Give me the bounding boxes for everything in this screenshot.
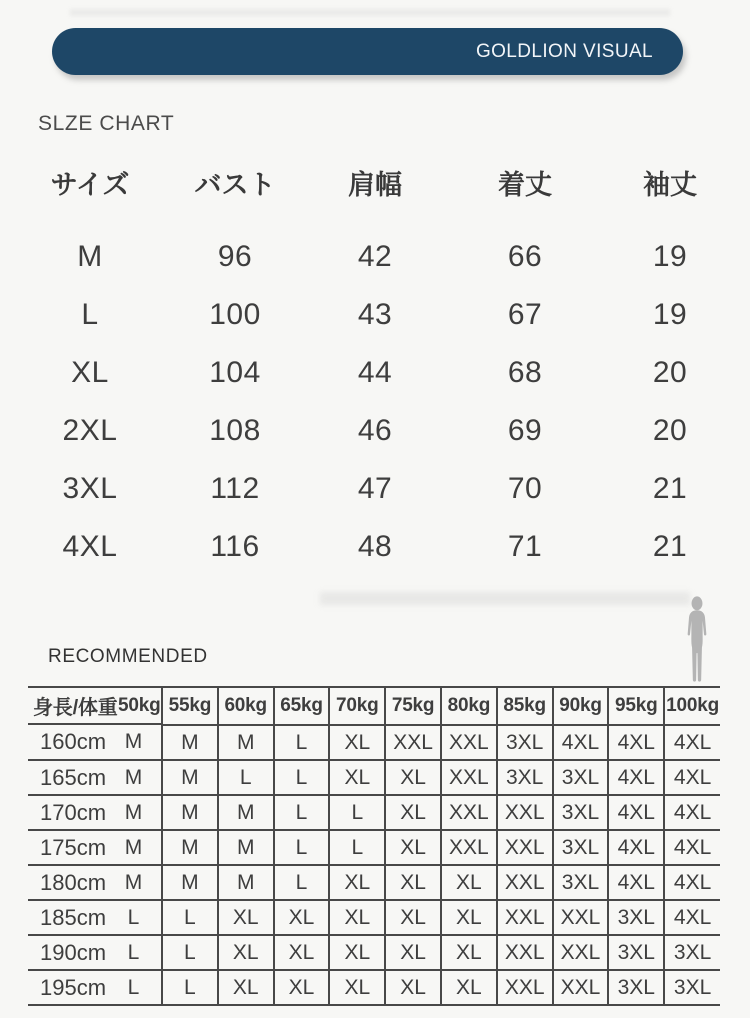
rec-size-cell: 3XL [664, 935, 720, 970]
rec-size-cell: XL [274, 935, 330, 970]
rec-size-cell: 4XL [664, 795, 720, 830]
rec-size-cell: XXL [441, 830, 497, 865]
person-silhouette-icon [681, 596, 713, 686]
size-table-row [0, 286, 750, 344]
rec-height-label: 185cm [40, 904, 107, 930]
size-value: 66 [507, 240, 543, 273]
rec-weight-header: 65kg [274, 687, 330, 725]
rec-size-cell: M [162, 830, 218, 865]
size-value: 47 [357, 472, 393, 505]
rec-header-row [28, 687, 720, 725]
rec-size-cell: XL [274, 900, 330, 935]
rec-height-cell-content [28, 729, 161, 755]
size-value: 67 [507, 298, 543, 331]
rec-height-cell [28, 970, 162, 1005]
rec-corner-cell [28, 688, 161, 725]
rec-weight-header: 95kg [608, 687, 664, 725]
rec-size-cell: XXL [441, 725, 497, 760]
size-table-row [0, 344, 750, 402]
rec-size-cell: 4XL [664, 760, 720, 795]
rec-height-cell [28, 830, 162, 865]
rec-size-cell: 4XL [664, 865, 720, 900]
size-chart-title: SLZE CHART [38, 112, 175, 135]
rec-size-cell: L [127, 940, 140, 964]
rec-size-cell: L [162, 935, 218, 970]
rec-size-cell: 3XL [497, 725, 553, 760]
rec-size-cell: XXL [385, 725, 441, 760]
size-table-body [0, 228, 750, 576]
rec-size-cell: XL [329, 725, 385, 760]
rec-size-cell: 3XL [553, 795, 609, 830]
rec-size-cell: L [218, 760, 274, 795]
rec-height-cell [28, 725, 162, 760]
rec-table-row [28, 865, 720, 900]
rec-size-cell: XXL [553, 900, 609, 935]
rec-size-cell: XL [385, 865, 441, 900]
size-value: 48 [357, 530, 393, 563]
size-label: 4XL [62, 530, 118, 563]
size-value: 19 [652, 240, 688, 273]
rec-weight-header: 100kg [664, 687, 720, 725]
rec-size-cell: L [274, 795, 330, 830]
rec-height-label: 180cm [40, 869, 107, 895]
rec-height-cell-content [28, 870, 161, 896]
brand-banner-label: GOLDLION VISUAL [475, 40, 653, 62]
rec-height-label: 160cm [40, 729, 107, 754]
rec-size-cell: XXL [497, 970, 553, 1005]
rec-size-cell: XL [274, 970, 330, 1005]
size-value: 96 [217, 240, 253, 273]
rec-size-cell: 3XL [553, 830, 609, 865]
rec-size-cell: XL [385, 970, 441, 1005]
rec-size-cell: 3XL [608, 935, 664, 970]
rec-size-cell: 4XL [664, 830, 720, 865]
rec-height-cell-content [28, 905, 161, 931]
rec-size-cell: XL [385, 900, 441, 935]
rec-size-cell: XXL [497, 795, 553, 830]
size-value: 44 [357, 356, 393, 389]
rec-size-cell: 4XL [608, 760, 664, 795]
rec-height-cell [28, 795, 162, 830]
rec-size-cell: XL [441, 865, 497, 900]
rec-size-cell: XXL [441, 795, 497, 830]
rec-size-cell: XL [218, 900, 274, 935]
rec-size-cell: 3XL [664, 970, 720, 1005]
rec-size-cell: M [124, 800, 143, 824]
rec-size-cell: L [274, 760, 330, 795]
rec-corner-label: 身長/体重 [33, 697, 118, 719]
rec-height-cell [28, 900, 162, 935]
size-value: 20 [652, 356, 688, 389]
rec-size-cell: XXL [553, 970, 609, 1005]
size-table-row [0, 460, 750, 518]
rec-size-cell: M [162, 795, 218, 830]
rec-size-cell: 3XL [497, 760, 553, 795]
rec-size-cell: M [162, 760, 218, 795]
size-value: 46 [357, 414, 393, 447]
rec-size-cell: XXL [441, 760, 497, 795]
rec-height-cell-content [28, 765, 161, 791]
size-value: 116 [210, 530, 260, 563]
rec-weight-header: 80kg [441, 687, 497, 725]
rec-size-cell: 4XL [664, 900, 720, 935]
rec-table-row [28, 830, 720, 865]
rec-size-cell: XL [329, 935, 385, 970]
rec-size-cell: 3XL [553, 865, 609, 900]
recommended-table [28, 686, 720, 1006]
rec-size-cell: M [124, 765, 143, 789]
rec-size-cell: XXL [553, 935, 609, 970]
rec-size-cell: XL [441, 900, 497, 935]
size-value: 68 [507, 356, 543, 389]
size-value: 69 [507, 414, 543, 447]
recommended-title: RECOMMENDED [48, 646, 208, 667]
rec-size-cell: XXL [497, 900, 553, 935]
rec-size-cell: M [218, 830, 274, 865]
rec-table-row [28, 760, 720, 795]
size-column-header: 袖丈 [643, 169, 697, 200]
rec-size-cell: XL [441, 970, 497, 1005]
rec-size-cell: L [274, 865, 330, 900]
size-value: 104 [209, 356, 261, 389]
rec-height-label: 190cm [40, 939, 107, 965]
size-label: 3XL [62, 472, 118, 505]
rec-height-cell-content [28, 940, 161, 966]
size-value: 70 [507, 472, 543, 505]
rec-size-cell: M [124, 870, 143, 894]
size-column-header: 肩幅 [348, 169, 402, 200]
rec-size-cell: L [274, 830, 330, 865]
rec-size-cell: M [162, 725, 218, 760]
rec-height-label: 195cm [40, 974, 107, 1000]
rec-size-cell: L [127, 905, 140, 929]
size-column-header: サイズ [50, 169, 130, 200]
size-table-header-row [0, 158, 750, 206]
size-value: 100 [209, 298, 261, 331]
size-value: 21 [652, 530, 688, 563]
size-label: L [81, 298, 99, 331]
rec-size-cell: L [162, 970, 218, 1005]
rec-size-cell: 4XL [608, 830, 664, 865]
rec-weight-header: 60kg [218, 687, 274, 725]
size-label: M [77, 240, 103, 273]
size-value: 42 [357, 240, 393, 273]
rec-size-cell: 4XL [553, 725, 609, 760]
size-value: 108 [209, 414, 261, 447]
size-column-header: バスト [194, 169, 276, 200]
rec-size-cell: 4XL [608, 865, 664, 900]
rec-weight-header: 50kg [118, 694, 161, 716]
rec-height-cell-content [28, 835, 161, 861]
rec-size-cell: M [162, 865, 218, 900]
rec-height-label: 175cm [40, 834, 107, 860]
rec-table-row [28, 900, 720, 935]
rec-size-cell: XXL [497, 830, 553, 865]
rec-size-cell: M [218, 865, 274, 900]
rec-size-cell: L [329, 795, 385, 830]
rec-size-cell: XL [329, 970, 385, 1005]
rec-size-cell: L [127, 975, 140, 999]
size-label: 2XL [62, 414, 118, 447]
size-value: 43 [357, 298, 393, 331]
rec-size-cell: M [218, 795, 274, 830]
rec-size-cell: M [218, 725, 274, 760]
rec-size-cell: M [124, 730, 143, 753]
rec-size-cell: 4XL [608, 725, 664, 760]
rec-table-row [28, 970, 720, 1005]
size-table-row [0, 402, 750, 460]
size-label: XL [71, 356, 109, 389]
rec-size-cell: XL [385, 935, 441, 970]
rec-size-cell: XL [329, 865, 385, 900]
background-smudge [70, 9, 670, 16]
size-table-row [0, 518, 750, 576]
rec-height-cell [28, 935, 162, 970]
rec-weight-header: 85kg [497, 687, 553, 725]
rec-weight-header: 90kg [553, 687, 609, 725]
rec-height-label: 165cm [40, 764, 107, 790]
rec-height-cell-content [28, 800, 161, 826]
rec-size-cell: L [329, 830, 385, 865]
rec-size-cell: 4XL [664, 725, 720, 760]
rec-weight-header: 55kg [162, 687, 218, 725]
rec-size-cell: XL [218, 935, 274, 970]
size-table [0, 158, 750, 576]
size-column-header: 着丈 [498, 169, 552, 200]
size-value: 21 [652, 472, 688, 505]
rec-size-cell: XXL [497, 865, 553, 900]
rec-weight-header: 70kg [329, 687, 385, 725]
rec-size-cell: 3XL [608, 970, 664, 1005]
rec-table-row [28, 795, 720, 830]
rec-height-label: 170cm [40, 799, 107, 825]
rec-size-cell: XL [441, 935, 497, 970]
rec-size-cell: XL [385, 760, 441, 795]
rec-size-cell: XL [385, 830, 441, 865]
rec-size-cell: XL [218, 970, 274, 1005]
size-value: 71 [507, 530, 543, 563]
size-value: 112 [210, 472, 260, 505]
rec-size-cell: L [274, 725, 330, 760]
rec-table-row [28, 725, 720, 760]
rec-height-cell-content [28, 975, 161, 1001]
rec-size-cell: M [124, 835, 143, 859]
rec-weight-header: 75kg [385, 687, 441, 725]
rec-size-cell: XXL [497, 935, 553, 970]
rec-size-cell: 3XL [608, 900, 664, 935]
size-table-row [0, 228, 750, 286]
rec-size-cell: L [162, 900, 218, 935]
background-smudge [320, 592, 690, 605]
rec-table-row [28, 935, 720, 970]
brand-banner [52, 28, 683, 75]
size-value: 20 [652, 414, 688, 447]
rec-size-cell: XL [329, 760, 385, 795]
rec-height-cell [28, 865, 162, 900]
rec-size-cell: 4XL [608, 795, 664, 830]
size-value: 19 [652, 298, 688, 331]
rec-size-cell: XL [385, 795, 441, 830]
rec-size-cell: XL [329, 900, 385, 935]
rec-height-cell [28, 760, 162, 795]
rec-size-cell: 3XL [553, 760, 609, 795]
